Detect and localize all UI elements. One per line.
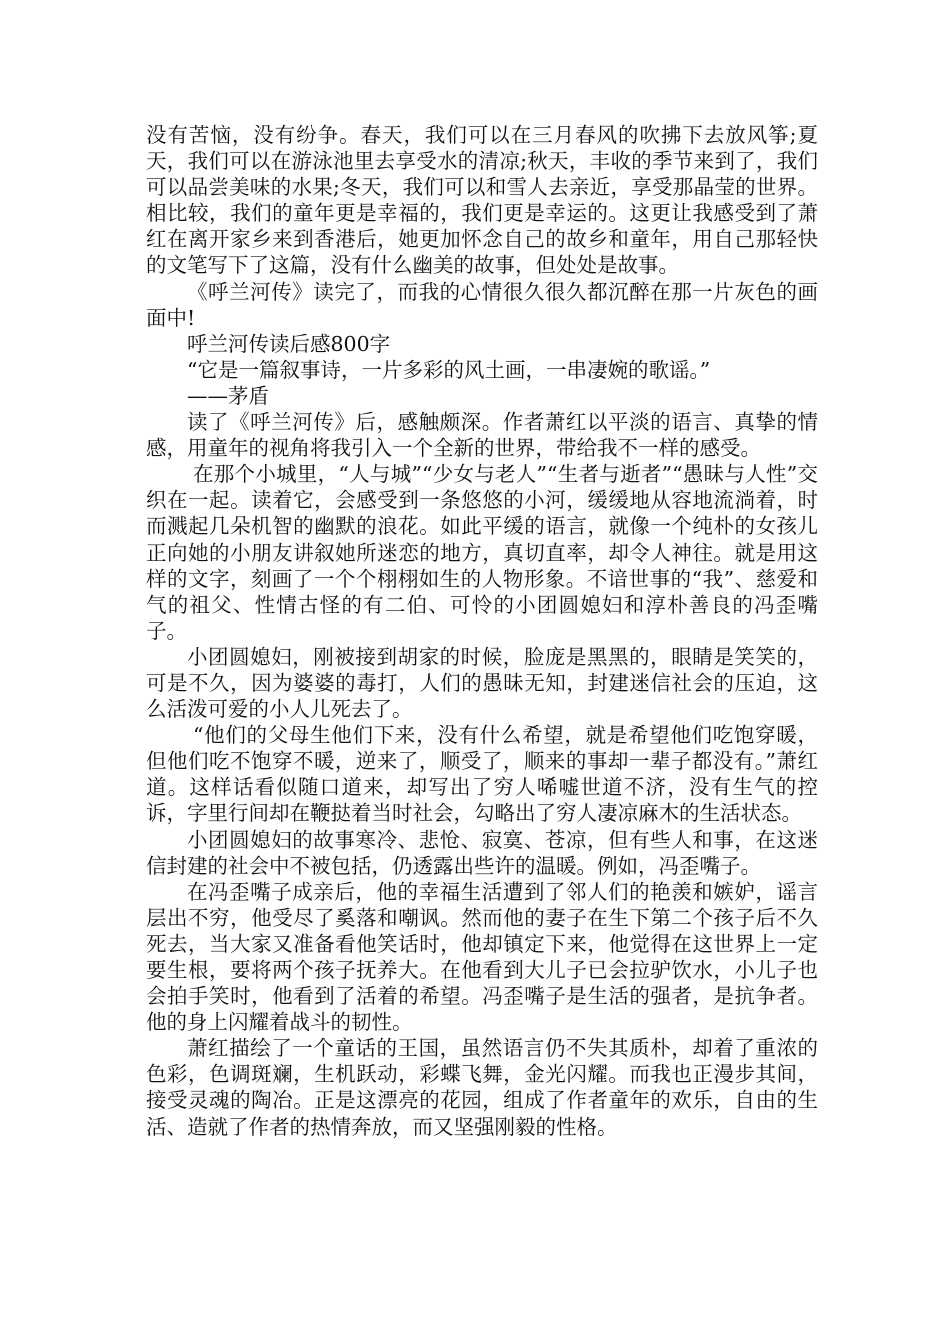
paragraph-little-bride: 小团圆媳妇，刚被接到胡家的时候，脸庞是黑黑的，眼睛是笑笑的，可是不久，因为婆婆的毒打，人们的愚昧无知，封建迷信社会的压迫，这么活泼可爱的小人儿死去了。 bbox=[146, 644, 818, 722]
paragraph-warmth: 小团圆媳妇的故事寒冷、悲怆、寂寞、苍凉，但有些人和事，在这迷信封建的社会中不被包括，仍透露出些许的温暖。例如，冯歪嘴子。 bbox=[146, 827, 818, 878]
paragraph-parents-quote: “他们的父母生他们下来，没有什么希望，就是希望他们吃饱穿暖，但他们吃不饱穿不暖，逆来了，顺受了，顺来的事却一辈子都没有。”萧红道。这样话看似随口道来，却写出了穷人唏嘘世道不济，没有生气的控诉，字里行间却在鞭挞着当时社会，勾略出了穷人凄凉麻木的生活状态。 bbox=[146, 723, 818, 826]
section-title: 呼兰河传读后感800字 bbox=[187, 331, 391, 356]
paragraph-fairy-kingdom: 萧红描绘了一个童话的王国，虽然语言仍不失其质朴，却着了重浓的色彩，色调斑斓，生机跃动，彩蝶飞舞，金光闪耀。而我也正漫步其间，接受灵魂的陶冶。正是这漂亮的花园，组成了作者童年的欢乐，自由的生活、造就了作者的热情奔放，而又坚强刚毅的性格。 bbox=[146, 1036, 818, 1139]
paragraph-childhood-seasons: 没有苦恼，没有纷争。春天，我们可以在三月春风的吹拂下去放风筝;夏天，我们可以在游泳池里去享受水的清凉;秋天，丰收的季节来到了，我们可以品尝美味的水果;冬天，我们可以和雪人去亲近，享受那晶莹的世界。相比较，我们的童年更是幸福的，我们更是幸运的。这更让我感受到了萧红在离开家乡来到香港后，她更加怀念自己的故乡和童年，用自己那轻快的文笔写下了这篇，没有什么幽美的故事，但处处是故事。 bbox=[146, 123, 818, 278]
paragraph-feng-waizuizi: 在冯歪嘴子成亲后，他的幸福生活遭到了邻人们的艳羡和嫉妒，谣言层出不穷，他受尽了奚落和嘲讽。然而他的妻子在生下第二个孩子后不久死去，当大家又准备看他笑话时，他却镇定下来，他觉得在这世界上一定要生根，要将两个孩子抚养大。在他看到大儿子已会拉驴饮水，小儿子也会拍手笑时，他看到了活着的希望。冯歪嘴子是生活的强者，是抗争者。他的身上闪耀着战斗的韧性。 bbox=[146, 879, 818, 1035]
document-page bbox=[146, 122, 818, 1140]
epigraph-quote: “它是一篇叙事诗，一片多彩的风土画，一串凄婉的歌谣。” bbox=[187, 357, 711, 382]
paragraph-finished-reading: 《呼兰河传》读完了，而我的心情很久很久都沉醉在那一片灰色的画面中! bbox=[146, 279, 818, 330]
paragraph-small-town: 在那个小城里，“人与城”“少女与老人”“生者与逝者”“愚昧与人性”交织在一起。读着它，会感受到一条悠悠的小河，缓缓地从容地流淌着，时而溅起几朵机智的幽默的浪花。如此平缓的语言，就像一个纯朴的女孩儿正向她的小朋友讲叙她所迷恋的地方，真切直率，却令人神往。就是用这样的文字，刻画了一个个栩栩如生的人物形象。不谙世事的“我”、慈爱和气的祖父、性情古怪的有二伯、可怜的小团圆媳妇和淳朴善良的冯歪嘴子。 bbox=[146, 462, 818, 643]
paragraph-impression: 读了《呼兰河传》后，感触颇深。作者萧红以平淡的语言、真挚的情感，用童年的视角将我引入一个全新的世界，带给我不一样的感受。 bbox=[146, 410, 818, 461]
epigraph-attribution: ——茅盾 bbox=[187, 383, 269, 408]
